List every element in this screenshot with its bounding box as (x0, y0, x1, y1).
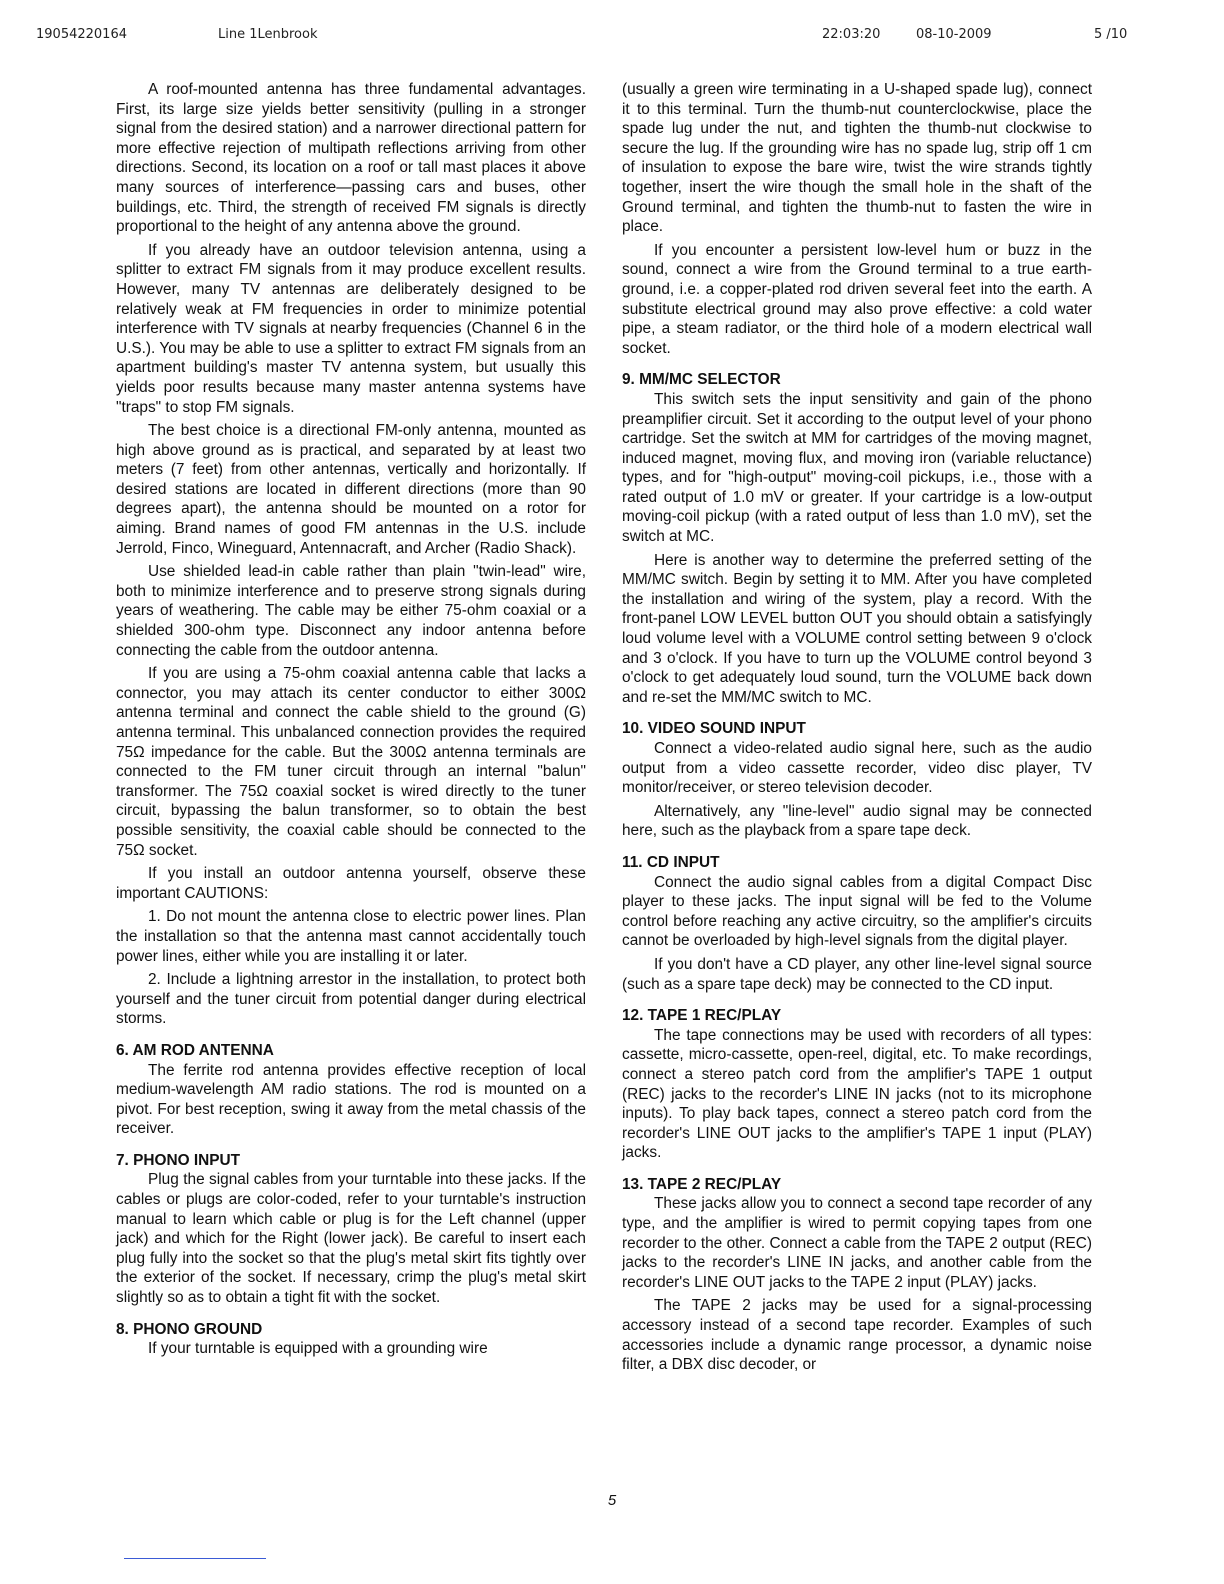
paragraph: Plug the signal cables from your turntable into these jacks. If the cables or plugs are color-coded, refer to your turntable's instruction manual to learn which cable or plug is for the Left channel (upper jack) and which for the Right (lower jack). Be careful to insert each plug fully into the socket so that the plug's metal skirt fits tightly over the exterior of the socket. If necessary, crimp the plug's metal skirt slightly so as to obtain a tight fit with the socket. (116, 1171, 586, 1307)
paragraph: The TAPE 2 jacks may be used for a signal-processing accessory instead of a second tape recorder. Examples of such accessories include a dynamic range processor, a dynamic noise filter, a DBX disc decoder, or (622, 1297, 1092, 1374)
paragraph: If you install an outdoor antenna yourself, observe these important CAUTIONS: (116, 865, 586, 902)
section-heading: 8. PHONO GROUND (116, 1320, 263, 1338)
paragraph: A roof-mounted antenna has three fundamental advantages. First, its large size yields better sensitivity (pulling in a stronger signal from the desired station) and a narrower directional pattern for more effective rejection of multipath reflections arriving from other directions. Second, its location on a roof or tall mast places it above many sources of interference—passing cars and buses, other buildings, etc. Third, the strength of received FM signals is directly proportional to the height of any antenna above the ground. (116, 81, 586, 236)
paragraph: The best choice is a directional FM-only antenna, mounted as high above ground as is practical, and separated by at least two meters (7 feet) from other antennas, vertically and horizontally. If desired stations are located in different directions (more than 90 degrees apart), the antenna should be mounted on a rotor for aiming. Brand names of good FM antennas in the U.S. include Jerrold, Finco, Wineguard, Antennacraft, and Archer (Radio Shack). (116, 422, 586, 557)
paragraph: 1. Do not mount the antenna close to electric power lines. Plan the installation so that the antenna mast cannot accidentally touch power lines, either while you are installing it or later. (116, 908, 586, 965)
paragraph: This switch sets the input sensitivity and gain of the phono preamplifier circuit. Set it according to the output level of your phono cartridge. Set the switch at MM for cartridges of the moving magnet, induced magnet, moving flux, and moving iron (variable reluctance) types, and for "high-output" moving-coil pickups, i.e., those with a rated output of 1.0 mV or greater. If your cartridge is a low-output moving-coil pickup (with a rated output of less than 1.0 mV), set the switch at MC. (622, 390, 1092, 546)
right-column (622, 80, 1092, 1379)
paragraph: If your turntable is equipped with a grounding wire (148, 1340, 488, 1358)
paragraph: If you don't have a CD player, any other line-level signal source (such as a spare tape deck) may be connected to the CD input. (622, 955, 1092, 993)
section-heading: 13. TAPE 2 REC/PLAY (622, 1175, 782, 1193)
paragraph: Use shielded lead-in cable rather than plain "twin-lead" wire, both to minimize interference and to preserve strong signals during years of weathering. The cable may be either 75-ohm coaxial or a shielded 300-ohm type. Disconnect any indoor antenna before connecting the cable from the outdoor antenna. (116, 563, 586, 659)
section-heading: 11. CD INPUT (622, 853, 720, 871)
paragraph: If you are using a 75-ohm coaxial antenna cable that lacks a connector, you may attach its center conductor to either 300Ω antenna terminal and connect the cable shield to the ground (G) antenna terminal. This unbalanced connection provides the required 75Ω impedance for the cable. But the 300Ω antenna terminals are connected to the FM tuner circuit through an internal "balun" transformer. The 75Ω coaxial socket is wired directly to the tuner circuit, bypassing the balun transformer, so to obtain the best possible sensitivity, the coaxial cable should be connected to the 75Ω socket. (116, 665, 586, 859)
fax-date: 08-10-2009 (916, 27, 992, 42)
paragraph: Connect the audio signal cables from a digital Compact Disc player to these jacks. The input signal will be fed to the Volume control before reaching any active circuitry, so the amplifier's circuits cannot be overloaded by high-level signals from the digital player. (622, 873, 1092, 950)
fax-line: Line 1Lenbrook (218, 27, 318, 42)
page-number: 5 (607, 1492, 617, 1509)
paragraph: Alternatively, any "line-level" audio signal may be connected here, such as the playback from a spare tape deck. (622, 802, 1092, 840)
paragraph: The ferrite rod antenna provides effective reception of local medium-wavelength AM radio stations. The rod is mounted on a pivot. For best reception, swing it away from the metal chassis of the receiver. (116, 1061, 586, 1138)
fax-header (0, 27, 1224, 47)
paragraph: These jacks allow you to connect a second tape recorder of any type, and the amplifier is wired to permit copying tapes from one recorder to the other. Connect a cable from the TAPE 2 output (REC) jacks to the recorder's LINE IN jacks, and another cable from the recorder's LINE OUT jacks to the TAPE 2 input (PLAY) jacks. (622, 1195, 1092, 1291)
paragraph: If you encounter a persistent low-level hum or buzz in the sound, connect a wire from the Ground terminal to a true earth-ground, i.e. a copper-plated rod driven several feet into the earth. A substitute electrical ground may also prove effective: a cold water pipe, a steam radiator, or the third hole of a modern electrical wall socket. (622, 241, 1092, 357)
section-heading: 12. TAPE 1 REC/PLAY (622, 1007, 782, 1025)
section-heading: 6. AM ROD ANTENNA (116, 1041, 274, 1059)
section-heading: 10. VIDEO SOUND INPUT (622, 720, 806, 738)
paragraph: Here is another way to determine the preferred setting of the MM/MC switch. Begin by setting it to MM. After you have completed the installation and wiring of the system, play a record. With the front-panel LOW LEVEL button OUT you should obtain a satisfyingly loud volume level with a VOLUME control setting between 9 o'clock and 3 o'clock. If you have to turn up the VOLUME control beyond 3 o'clock to get adequately loud sound, turn the VOLUME back down and re-set the MM/MC switch to MC. (622, 551, 1092, 706)
left-column (116, 80, 586, 1363)
paragraph: The tape connections may be used with recorders of all types: cassette, micro-cassette, open-reel, digital, etc. To make recordings, connect a stereo patch cord from the amplifier's TAPE 1 output (REC) jacks to the recorder's LINE IN jacks (not to its microphone inputs). To play back tapes, connect a stereo patch cord from the recorder's LINE OUT jacks to the amplifier's TAPE 1 input (PLAY) jacks. (622, 1026, 1092, 1162)
fax-time: 22:03:20 (822, 27, 881, 42)
paragraph: (usually a green wire terminating in a U-shaped spade lug), connect it to this terminal. Turn the thumb-nut counterclockwise, place the spade lug under the nut, and tighten the thumb-nut clockwise to secure the lug. If the grounding wire has no spade lug, strip off 1 cm of insulation to expose the bare wire, twist the wire strands tightly together, insert the wire though the small hole in the shaft of the Ground terminal, and tighten the thumb-nut to fasten the wire in place. (622, 81, 1092, 236)
fax-page: 5 /10 (1094, 27, 1128, 42)
paragraph: 2. Include a lightning arrestor in the installation, to protect both yourself and the tuner circuit from potential danger during electrical storms. (116, 971, 586, 1028)
section-heading: 9. MM/MC SELECTOR (622, 371, 781, 389)
fax-number: 19054220164 (36, 27, 127, 42)
paragraph: Connect a video-related audio signal here, such as the audio output from a video cassette recorder, video disc player, TV monitor/receiver, or stereo television decoder. (622, 740, 1092, 797)
section-heading: 7. PHONO INPUT (116, 1151, 240, 1169)
paragraph: If you already have an outdoor television antenna, using a splitter to extract FM signals from it may produce excellent results. However, many TV antennas are deliberately designed to be relatively weak at FM frequencies in order to minimize potential interference with TV signals at nearby frequencies (Channel 6 in the U.S.). You may be able to use a splitter to extract FM signals from an apartment building's master TV antenna system, but usually this yields poor results because many master antenna systems have "traps" to stop FM signals. (116, 241, 586, 416)
footer-rule (124, 1558, 266, 1559)
